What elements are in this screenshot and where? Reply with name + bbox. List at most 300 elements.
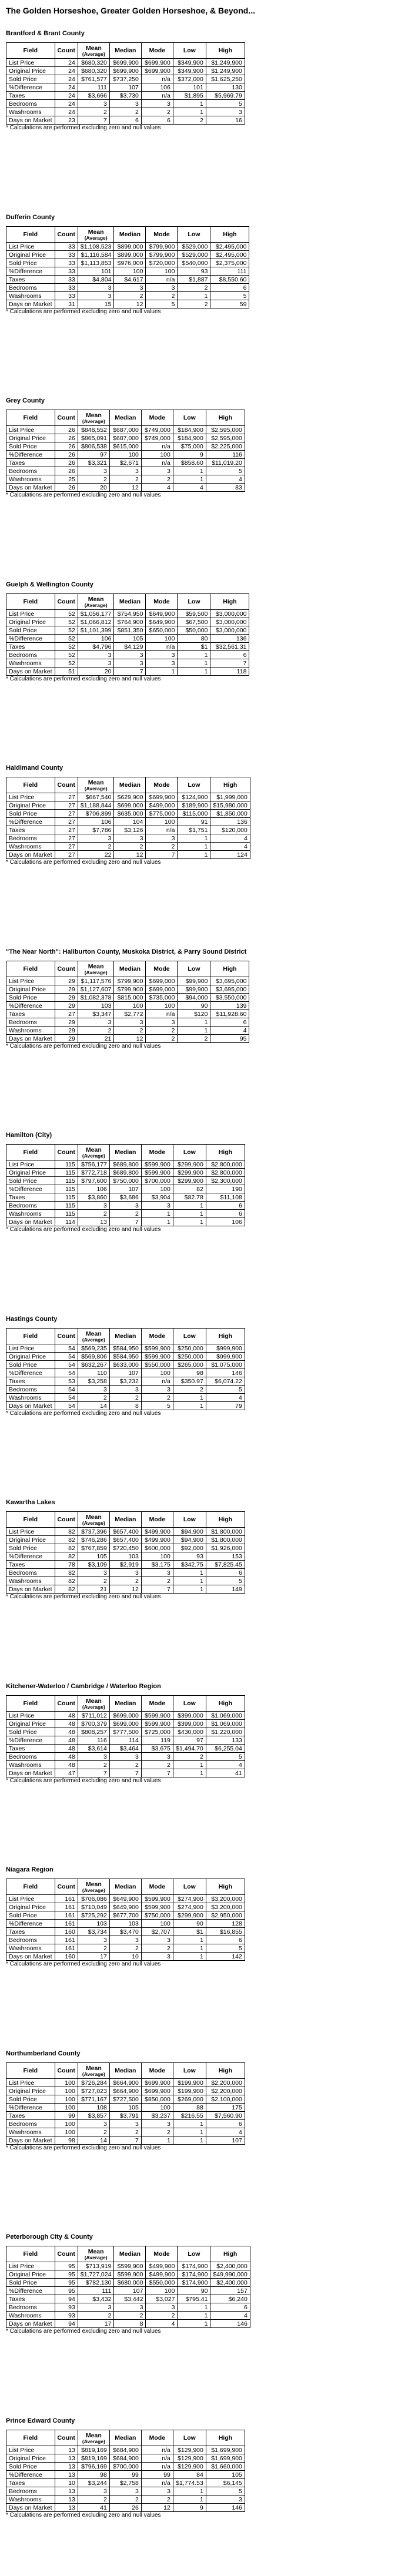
table-row	[6, 1160, 245, 1169]
cell-median: 107	[109, 1185, 141, 1193]
column-header-field: Field	[6, 1512, 55, 1528]
column-header-count: Count	[55, 2246, 78, 2262]
cell-low: $269,000	[173, 2095, 206, 2104]
cell-mean: 3	[78, 1569, 109, 1577]
cell-field: List Price	[6, 2079, 55, 2087]
cell-field: Taxes	[6, 92, 55, 100]
cell-field: Bedrooms	[6, 1386, 55, 1394]
cell-mean: $713,919	[78, 2262, 114, 2270]
cell-mode: $3,904	[141, 1193, 173, 1202]
cell-field: Original Price	[6, 1720, 55, 1728]
cell-low: $350.97	[173, 1377, 206, 1386]
cell-mode: $749,000	[141, 434, 173, 442]
table-header-row	[6, 2246, 250, 2262]
cell-mode: n/a	[141, 2479, 173, 2487]
column-header-mean: Mean (Average)	[78, 2063, 109, 2079]
cell-high: $32,561.31	[210, 643, 249, 651]
cell-field: Days on Market	[6, 116, 55, 125]
cell-median: 12	[109, 484, 141, 492]
cell-low: $199,900	[173, 2079, 206, 2087]
cell-high: 146	[206, 1369, 245, 1377]
cell-median: $976,000	[114, 259, 146, 267]
cell-count: 115	[55, 1160, 78, 1169]
cell-mean: $1,101,399	[78, 626, 114, 635]
cell-median: $699,000	[114, 801, 146, 810]
cell-median: 2	[109, 1394, 141, 1402]
cell-median: 12	[114, 851, 146, 859]
cell-median: $764,900	[114, 618, 146, 626]
cell-mode: 6	[141, 116, 173, 125]
cell-field: List Price	[6, 793, 55, 801]
cell-mean: 3	[78, 651, 114, 659]
cell-high: $6,240	[210, 2295, 250, 2303]
table-row	[6, 626, 249, 635]
table-row	[6, 300, 249, 308]
cell-low: 1	[173, 1569, 206, 1577]
table-row	[6, 1585, 245, 1594]
cell-median: $727,500	[109, 2095, 141, 2104]
cell-count: 99	[55, 2112, 78, 2120]
cell-mean: $1,116,584	[78, 251, 114, 259]
column-header-mode: Mode	[141, 1512, 173, 1528]
column-header-field: Field	[6, 410, 55, 426]
cell-count: 54	[55, 1353, 78, 1361]
cell-mode: $699,900	[146, 793, 178, 801]
cell-mean: $4,796	[78, 643, 114, 651]
cell-high: $3,200,000	[206, 1903, 245, 1911]
table-row	[6, 2312, 250, 2320]
cell-median: $851,350	[114, 626, 146, 635]
column-header-median: Median	[114, 2246, 146, 2262]
cell-mean: $706,899	[78, 810, 114, 818]
cell-count: 24	[55, 83, 78, 92]
cell-count: 95	[55, 2279, 78, 2287]
cell-high: 6	[210, 651, 249, 659]
cell-high: $3,550,000	[210, 994, 249, 1002]
cell-count: 82	[55, 1528, 78, 1536]
cell-count: 48	[55, 1720, 78, 1728]
region-title: Hamilton (City)	[6, 1132, 52, 1139]
cell-median: 3	[114, 2303, 146, 2312]
cell-count: 161	[55, 1903, 78, 1911]
cell-field: Sold Price	[6, 75, 55, 83]
cell-low: 1	[173, 467, 206, 475]
cell-count: 26	[55, 467, 78, 475]
cell-high: $1,926,000	[206, 1544, 245, 1552]
cell-mode: $649,900	[146, 610, 178, 618]
cell-field: Days on Market	[6, 1585, 55, 1594]
table-row	[6, 1753, 245, 1761]
cell-low: 88	[173, 2104, 206, 2112]
region-section	[6, 2233, 394, 2335]
cell-high: $1,800,000	[206, 1536, 245, 1544]
cell-median: 10	[109, 1953, 141, 1961]
cell-median: 3	[114, 651, 146, 659]
cell-mean: $746,286	[78, 1536, 109, 1544]
region-section	[6, 29, 394, 132]
cell-field: Washrooms	[6, 659, 55, 668]
cell-median: $3,470	[109, 1928, 141, 1936]
cell-mean: $819,169	[78, 2454, 109, 2463]
region-title: Haldimand County	[6, 764, 63, 772]
cell-mean: 7	[78, 1769, 109, 1777]
cell-high: $2,375,000	[210, 259, 249, 267]
cell-mean: $3,347	[78, 1010, 114, 1018]
cell-mean: $3,666	[78, 92, 109, 100]
cell-mean: $865,091	[78, 434, 109, 442]
cell-low: $250,000	[173, 1344, 206, 1353]
cell-count: 33	[55, 267, 78, 276]
table-row	[6, 1185, 245, 1193]
table-row	[6, 1561, 245, 1569]
column-header-field: Field	[6, 2246, 55, 2262]
cell-median: $699,000	[109, 1720, 141, 1728]
cell-high: 41	[206, 1769, 245, 1777]
column-header-field: Field	[6, 961, 55, 977]
table-row	[6, 1528, 245, 1536]
column-header-median: Median	[109, 410, 141, 426]
cell-mean: $1,066,812	[78, 618, 114, 626]
cell-mode: 1	[141, 2136, 173, 2145]
cell-median: 7	[109, 2136, 141, 2145]
cell-high: 128	[206, 1920, 245, 1928]
column-header-high: High	[206, 1329, 245, 1344]
cell-high: $2,595,000	[206, 426, 245, 434]
cell-mode: 2	[146, 292, 178, 300]
cell-count: 33	[55, 259, 78, 267]
cell-low: 1	[178, 668, 210, 676]
cell-mode: $599,900	[141, 1903, 173, 1911]
cell-low: $274,900	[173, 1895, 206, 1903]
cell-mean: 2	[78, 2312, 114, 2320]
cell-median: $899,000	[114, 251, 146, 259]
cell-field: Bedrooms	[6, 284, 55, 292]
cell-high: 146	[210, 2320, 250, 2328]
cell-mean: 2	[78, 1577, 109, 1585]
cell-median: 7	[114, 668, 146, 676]
column-header-median: Median	[109, 43, 141, 59]
table-row	[6, 459, 245, 467]
column-header-mode: Mode	[146, 777, 178, 793]
cell-mean: 3	[78, 467, 109, 475]
cell-mode: $750,000	[141, 1911, 173, 1920]
cell-low: $75,000	[173, 442, 206, 451]
table-row	[6, 1920, 245, 1928]
column-header-mean: Mean (Average)	[78, 1329, 109, 1344]
cell-field: Washrooms	[6, 1394, 55, 1402]
cell-count: 160	[55, 1928, 78, 1936]
cell-median: $633,000	[109, 1361, 141, 1369]
calculation-note: * Calculations are performed excluding zero and null values	[6, 676, 161, 682]
cell-field: Bedrooms	[6, 651, 55, 659]
cell-count: 27	[55, 834, 78, 843]
cell-low: $858.60	[173, 459, 206, 467]
calculation-note: * Calculations are performed excluding zero and null values	[6, 492, 161, 498]
cell-high: $1,249,900	[206, 59, 245, 67]
column-header-mode: Mode	[141, 43, 173, 59]
column-header-low: Low	[173, 1329, 206, 1344]
table-row	[6, 994, 249, 1002]
table-row	[6, 1953, 245, 1961]
cell-count: 26	[55, 442, 78, 451]
table-row	[6, 651, 249, 659]
cell-high: $8,550.60	[210, 276, 249, 284]
cell-mean: 20	[78, 668, 114, 676]
cell-count: 26	[55, 459, 78, 467]
cell-high: $2,800,000	[206, 1169, 245, 1177]
cell-high: $11,108	[206, 1193, 245, 1202]
cell-mode: 106	[141, 83, 173, 92]
cell-mean: 7	[78, 116, 109, 125]
cell-median: 2	[109, 1210, 141, 1218]
stats-table	[6, 226, 249, 308]
cell-count: 100	[55, 2087, 78, 2095]
cell-high: 6	[206, 1936, 245, 1944]
cell-field: Taxes	[6, 459, 55, 467]
cell-mean: 110	[78, 1369, 109, 1377]
column-header-mean: Mean (Average)	[78, 1145, 109, 1160]
table-row	[6, 59, 245, 67]
table-header-row	[6, 1879, 245, 1895]
cell-mean: 108	[78, 2104, 109, 2112]
column-header-low: Low	[178, 2246, 210, 2262]
cell-field: %Difference	[6, 1736, 55, 1745]
column-header-high: High	[210, 2246, 250, 2262]
cell-high: 111	[210, 267, 249, 276]
cell-mean: 3	[78, 2120, 109, 2128]
cell-high: $2,200,000	[206, 2087, 245, 2095]
cell-median: 3	[109, 2487, 141, 2496]
cell-count: 13	[55, 2463, 78, 2471]
region-section	[6, 948, 394, 1050]
cell-mode: n/a	[146, 643, 178, 651]
cell-field: Original Price	[6, 1903, 55, 1911]
cell-high: $2,200,000	[206, 2079, 245, 2087]
column-header-low: Low	[178, 777, 210, 793]
cell-count: 95	[55, 2270, 78, 2279]
table-row	[6, 1577, 245, 1585]
table-row	[6, 1361, 245, 1369]
column-header-mode: Mode	[141, 410, 173, 426]
cell-high: 5	[210, 292, 249, 300]
column-header-low: Low	[173, 2063, 206, 2079]
cell-high: 3	[206, 108, 245, 116]
cell-field: Sold Price	[6, 1544, 55, 1552]
column-header-count: Count	[55, 1329, 78, 1344]
cell-field: Bedrooms	[6, 1936, 55, 1944]
cell-field: %Difference	[6, 635, 55, 643]
cell-median: 2	[109, 1761, 141, 1769]
cell-mean: 21	[78, 1585, 109, 1594]
table-row	[6, 851, 250, 859]
stats-table	[6, 2062, 245, 2145]
cell-field: Taxes	[6, 1010, 55, 1018]
cell-high: $1,660,000	[206, 2463, 245, 2471]
cell-median: 7	[109, 1769, 141, 1777]
table-row	[6, 1353, 245, 1361]
cell-mean: $1,056,177	[78, 610, 114, 618]
cell-count: 27	[55, 826, 78, 834]
table-row	[6, 1944, 245, 1953]
table-row	[6, 2287, 250, 2295]
cell-median: 3	[109, 1386, 141, 1394]
cell-count: 51	[55, 668, 78, 676]
cell-median: 26	[109, 2504, 141, 2512]
table-header-row	[6, 2063, 245, 2079]
cell-high: 4	[210, 834, 250, 843]
cell-median: $684,900	[109, 2454, 141, 2463]
cell-mean: $706,086	[78, 1895, 109, 1903]
cell-mode: n/a	[141, 75, 173, 83]
column-header-mean: Mean (Average)	[78, 227, 114, 243]
cell-median: 100	[114, 1002, 146, 1010]
cell-mean: $1,113,853	[78, 259, 114, 267]
cell-low: $1,774.53	[173, 2479, 206, 2487]
table-header-row	[6, 410, 245, 426]
cell-median: $629,900	[114, 793, 146, 801]
cell-high: $1,069,000	[206, 1712, 245, 1720]
column-header-mean: Mean (Average)	[78, 410, 109, 426]
column-header-mode: Mode	[141, 1696, 173, 1712]
table-row	[6, 643, 249, 651]
cell-high: $1,220,000	[206, 1728, 245, 1736]
cell-low: $349,900	[173, 67, 206, 75]
cell-count: 100	[55, 2104, 78, 2112]
cell-high: $16,855	[206, 1928, 245, 1936]
cell-mode: $550,000	[141, 1361, 173, 1369]
table-row	[6, 793, 250, 801]
cell-high: $999,900	[206, 1353, 245, 1361]
cell-high: $1,800,000	[206, 1528, 245, 1536]
cell-low: $184,900	[173, 434, 206, 442]
cell-median: $799,900	[114, 977, 146, 985]
cell-low: 1	[173, 1402, 206, 1410]
table-header-row	[6, 594, 249, 610]
cell-high: $120,000	[210, 826, 250, 834]
cell-low: $94,900	[173, 1536, 206, 1544]
cell-low: $795.41	[178, 2295, 210, 2303]
cell-mean: $710,049	[78, 1903, 109, 1911]
cell-high: $2,300,000	[206, 1177, 245, 1185]
cell-low: 1	[173, 1577, 206, 1585]
cell-high: $1,999,000	[210, 793, 250, 801]
cell-mode: 3	[141, 1953, 173, 1961]
cell-mode: $775,000	[146, 810, 178, 818]
cell-mean: 3	[78, 292, 114, 300]
calculation-note: * Calculations are performed excluding zero and null values	[6, 1043, 161, 1049]
cell-low: 101	[173, 83, 206, 92]
cell-median: $3,686	[109, 1193, 141, 1202]
table-row	[6, 1728, 245, 1736]
cell-high: $7,560.90	[206, 2112, 245, 2120]
cell-count: 29	[55, 1018, 78, 1027]
column-header-low: Low	[178, 594, 210, 610]
cell-count: 26	[55, 426, 78, 434]
table-row	[6, 818, 250, 826]
cell-count: 48	[55, 1753, 78, 1761]
cell-mode: $600,000	[141, 1544, 173, 1552]
cell-mean: $680,320	[78, 67, 109, 75]
column-header-low: Low	[173, 43, 206, 59]
cell-count: 48	[55, 1712, 78, 1720]
cell-low: 1	[173, 1585, 206, 1594]
cell-median: $3,464	[109, 1745, 141, 1753]
region-title: Prince Edward County	[6, 2417, 75, 2424]
cell-mean: 21	[78, 1035, 114, 1043]
cell-mode: 3	[141, 467, 173, 475]
cell-field: Washrooms	[6, 843, 55, 851]
cell-mean: 116	[78, 1736, 109, 1745]
cell-low: 2	[178, 284, 210, 292]
cell-mode: $599,900	[141, 1160, 173, 1169]
cell-field: Sold Price	[6, 1177, 55, 1185]
table-row	[6, 1210, 245, 1218]
cell-mode: n/a	[141, 2454, 173, 2463]
cell-mean: 3	[78, 834, 114, 843]
cell-low: $99,900	[178, 985, 210, 994]
cell-mode: 2	[141, 1944, 173, 1953]
cell-count: 27	[55, 1010, 78, 1018]
cell-mode: 2	[141, 1761, 173, 1769]
cell-high: $3,000,000	[210, 610, 249, 618]
table-row	[6, 2463, 245, 2471]
table-row	[6, 801, 250, 810]
cell-count: 48	[55, 1761, 78, 1769]
column-header-high: High	[210, 227, 249, 243]
cell-mode: 3	[141, 1936, 173, 1944]
column-header-median: Median	[109, 1329, 141, 1344]
cell-field: Sold Price	[6, 1361, 55, 1369]
table-header-row	[6, 961, 249, 977]
cell-mean: $3,860	[78, 1193, 109, 1202]
cell-mode: 7	[141, 1585, 173, 1594]
cell-count: 82	[55, 1544, 78, 1552]
cell-high: 106	[206, 1218, 245, 1226]
table-row	[6, 442, 245, 451]
cell-low: 1	[173, 100, 206, 108]
cell-field: Taxes	[6, 1377, 55, 1386]
cell-mean: 98	[78, 2471, 109, 2479]
cell-low: 98	[173, 1369, 206, 1377]
cell-count: 27	[55, 818, 78, 826]
cell-mean: $3,857	[78, 2112, 109, 2120]
cell-low: 2	[173, 116, 206, 125]
cell-mode: 3	[146, 834, 178, 843]
cell-mean: $1,727,024	[78, 2270, 114, 2279]
column-header-mode: Mode	[146, 961, 178, 977]
cell-count: 52	[55, 643, 78, 651]
cell-mode: $650,000	[146, 626, 178, 635]
cell-median: $899,000	[114, 243, 146, 251]
cell-count: 33	[55, 276, 78, 284]
cell-median: 3	[109, 1202, 141, 1210]
column-header-mode: Mode	[141, 2430, 173, 2446]
cell-mean: $680,320	[78, 59, 109, 67]
cell-count: 29	[55, 994, 78, 1002]
cell-low: $299,900	[173, 1160, 206, 1169]
cell-mode: $749,000	[141, 426, 173, 434]
cell-field: List Price	[6, 1344, 55, 1353]
cell-median: $599,900	[114, 2262, 146, 2270]
cell-count: 115	[55, 1210, 78, 1218]
cell-low: 1	[178, 2320, 210, 2328]
cell-low: $399,000	[173, 1720, 206, 1728]
calculation-note: * Calculations are performed excluding zero and null values	[6, 1777, 161, 1784]
cell-count: 13	[55, 2496, 78, 2504]
cell-low: 1	[178, 851, 210, 859]
stats-table	[6, 2246, 250, 2328]
region-title: Grey County	[6, 397, 45, 404]
